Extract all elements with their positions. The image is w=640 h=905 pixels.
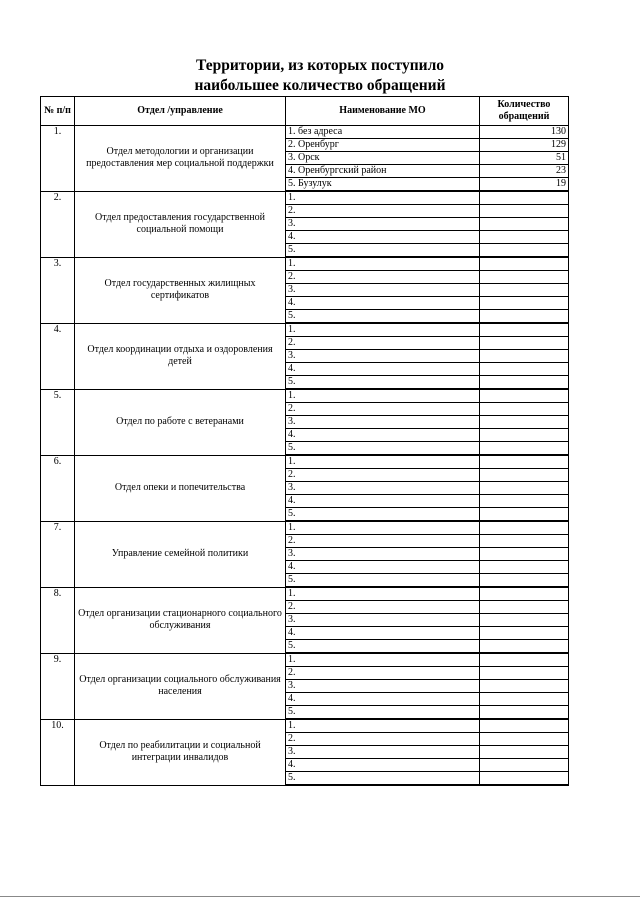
municipality-name: 5. — [286, 376, 480, 390]
municipality-name: 2. — [286, 403, 480, 416]
appeal-count — [480, 614, 569, 627]
appeal-count — [480, 442, 569, 456]
appeal-count — [480, 429, 569, 442]
table-row — [41, 521, 569, 535]
appeal-count — [480, 323, 569, 337]
department-name: Отдел опеки и попечительства — [75, 455, 286, 521]
appeal-count — [480, 482, 569, 495]
appeal-count — [480, 719, 569, 733]
appeal-count — [480, 495, 569, 508]
municipality-name: 5. — [286, 508, 480, 522]
row-number: 2. — [41, 191, 75, 257]
department-name: Отдел государственных жилищных сертификатов — [75, 257, 286, 323]
appeal-count — [480, 257, 569, 271]
appeal-count — [480, 218, 569, 231]
appeal-count — [480, 205, 569, 218]
appeal-count — [480, 284, 569, 297]
municipality-name: 5. Бузулук — [286, 178, 480, 192]
municipality-name: 2. — [286, 469, 480, 482]
header-mo: Наименование МО — [286, 97, 480, 126]
department-name: Отдел по реабилитации и социальной интеграции инвалидов — [75, 719, 286, 785]
row-number: 5. — [41, 389, 75, 455]
appeal-count — [480, 403, 569, 416]
municipality-name: 5. — [286, 310, 480, 324]
table-row — [41, 389, 569, 403]
appeal-count — [480, 746, 569, 759]
appeal-count — [480, 363, 569, 376]
appeal-count — [480, 271, 569, 284]
municipality-name: 2. — [286, 535, 480, 548]
municipality-name: 1. — [286, 455, 480, 469]
page-title — [40, 56, 600, 96]
appeal-count: 51 — [480, 152, 569, 165]
appeal-count — [480, 587, 569, 601]
appeal-count — [480, 653, 569, 667]
title-line-2: наибольшее количество обращений — [194, 77, 446, 94]
municipality-name: 4. — [286, 231, 480, 244]
appeal-count: 130 — [480, 126, 569, 139]
table-body — [41, 126, 569, 786]
appeal-count — [480, 640, 569, 654]
appeal-count — [480, 772, 569, 786]
municipality-name: 1. — [286, 257, 480, 271]
appeal-count — [480, 693, 569, 706]
header-num: № п/п — [41, 97, 75, 126]
row-number: 9. — [41, 653, 75, 719]
header-dept: Отдел /управление — [75, 97, 286, 126]
appeal-count: 23 — [480, 165, 569, 178]
appeal-count — [480, 706, 569, 720]
appeal-count — [480, 469, 569, 482]
municipality-name: 3. — [286, 416, 480, 429]
table-row — [41, 653, 569, 667]
municipality-name: 3. — [286, 482, 480, 495]
municipality-name: 3. Орск — [286, 152, 480, 165]
municipality-name: 1. — [286, 653, 480, 667]
table-row — [41, 455, 569, 469]
municipality-name: 4. — [286, 693, 480, 706]
table-row — [41, 719, 569, 733]
appeal-count — [480, 376, 569, 390]
appeal-count — [480, 521, 569, 535]
municipality-name: 5. — [286, 640, 480, 654]
municipality-name: 1. — [286, 521, 480, 535]
municipality-name: 5. — [286, 244, 480, 258]
table-row — [41, 191, 569, 205]
municipality-name: 3. — [286, 350, 480, 363]
municipality-name: 3. — [286, 218, 480, 231]
municipality-name: 3. — [286, 614, 480, 627]
table-row — [41, 587, 569, 601]
appeal-count — [480, 191, 569, 205]
appeal-count: 19 — [480, 178, 569, 192]
appeal-count — [480, 759, 569, 772]
row-number: 7. — [41, 521, 75, 587]
appeal-count — [480, 310, 569, 324]
municipality-name: 3. — [286, 680, 480, 693]
municipality-name: 2. — [286, 601, 480, 614]
appeal-count — [480, 231, 569, 244]
appeal-count — [480, 244, 569, 258]
municipality-name: 4. — [286, 297, 480, 310]
municipality-name: 1. без адреса — [286, 126, 480, 139]
municipality-name: 4. — [286, 759, 480, 772]
row-number: 10. — [41, 719, 75, 785]
row-number: 3. — [41, 257, 75, 323]
municipality-name: 5. — [286, 442, 480, 456]
municipality-name: 3. — [286, 548, 480, 561]
table-header-row — [41, 97, 569, 126]
appeal-count — [480, 535, 569, 548]
appeal-count — [480, 337, 569, 350]
table-row — [41, 126, 569, 139]
appeal-count — [480, 733, 569, 746]
appeal-count — [480, 455, 569, 469]
municipality-name: 1. — [286, 587, 480, 601]
municipality-name: 1. — [286, 389, 480, 403]
municipality-name: 5. — [286, 706, 480, 720]
appeal-count — [480, 297, 569, 310]
row-number: 6. — [41, 455, 75, 521]
appeal-count — [480, 416, 569, 429]
municipality-name: 1. — [286, 719, 480, 733]
department-name: Управление семейной политики — [75, 521, 286, 587]
municipality-name: 1. — [286, 191, 480, 205]
title-line-1: Территории, из которых поступило — [195, 57, 445, 74]
row-number: 8. — [41, 587, 75, 653]
department-name: Отдел методологии и организации предоставления мер социальной поддержки — [75, 126, 286, 192]
municipality-name: 2. — [286, 667, 480, 680]
department-name: Отдел предоставления государственной социальной помощи — [75, 191, 286, 257]
municipality-name: 4. — [286, 627, 480, 640]
appeal-count — [480, 508, 569, 522]
department-name: Отдел по работе с ветеранами — [75, 389, 286, 455]
appeal-count — [480, 389, 569, 403]
appeal-count — [480, 561, 569, 574]
department-name: Отдел координации отдыха и оздоровления детей — [75, 323, 286, 389]
municipality-name: 4. — [286, 363, 480, 376]
municipality-name: 4. — [286, 495, 480, 508]
department-name: Отдел организации стационарного социального обслуживания — [75, 587, 286, 653]
appeal-count — [480, 601, 569, 614]
municipality-name: 2. Оренбург — [286, 139, 480, 152]
appeal-count — [480, 548, 569, 561]
municipality-name: 2. — [286, 733, 480, 746]
municipality-name: 5. — [286, 772, 480, 786]
appeal-count — [480, 627, 569, 640]
municipality-name: 4. — [286, 429, 480, 442]
municipality-name: 3. — [286, 746, 480, 759]
municipality-name: 5. — [286, 574, 480, 588]
table-row — [41, 323, 569, 337]
department-name: Отдел организации социального обслуживания населения — [75, 653, 286, 719]
appeal-count — [480, 680, 569, 693]
appeal-count — [480, 350, 569, 363]
header-count: Количество обращений — [480, 97, 569, 126]
page-bottom-edge — [0, 896, 640, 897]
row-number: 1. — [41, 126, 75, 192]
municipality-name: 2. — [286, 337, 480, 350]
municipality-name: 2. — [286, 205, 480, 218]
appeals-table — [40, 96, 569, 786]
municipality-name: 4. Оренбургский район — [286, 165, 480, 178]
appeal-count — [480, 667, 569, 680]
row-number: 4. — [41, 323, 75, 389]
appeal-count: 129 — [480, 139, 569, 152]
municipality-name: 4. — [286, 561, 480, 574]
municipality-name: 2. — [286, 271, 480, 284]
municipality-name: 3. — [286, 284, 480, 297]
appeal-count — [480, 574, 569, 588]
municipality-name: 1. — [286, 323, 480, 337]
table-row — [41, 257, 569, 271]
